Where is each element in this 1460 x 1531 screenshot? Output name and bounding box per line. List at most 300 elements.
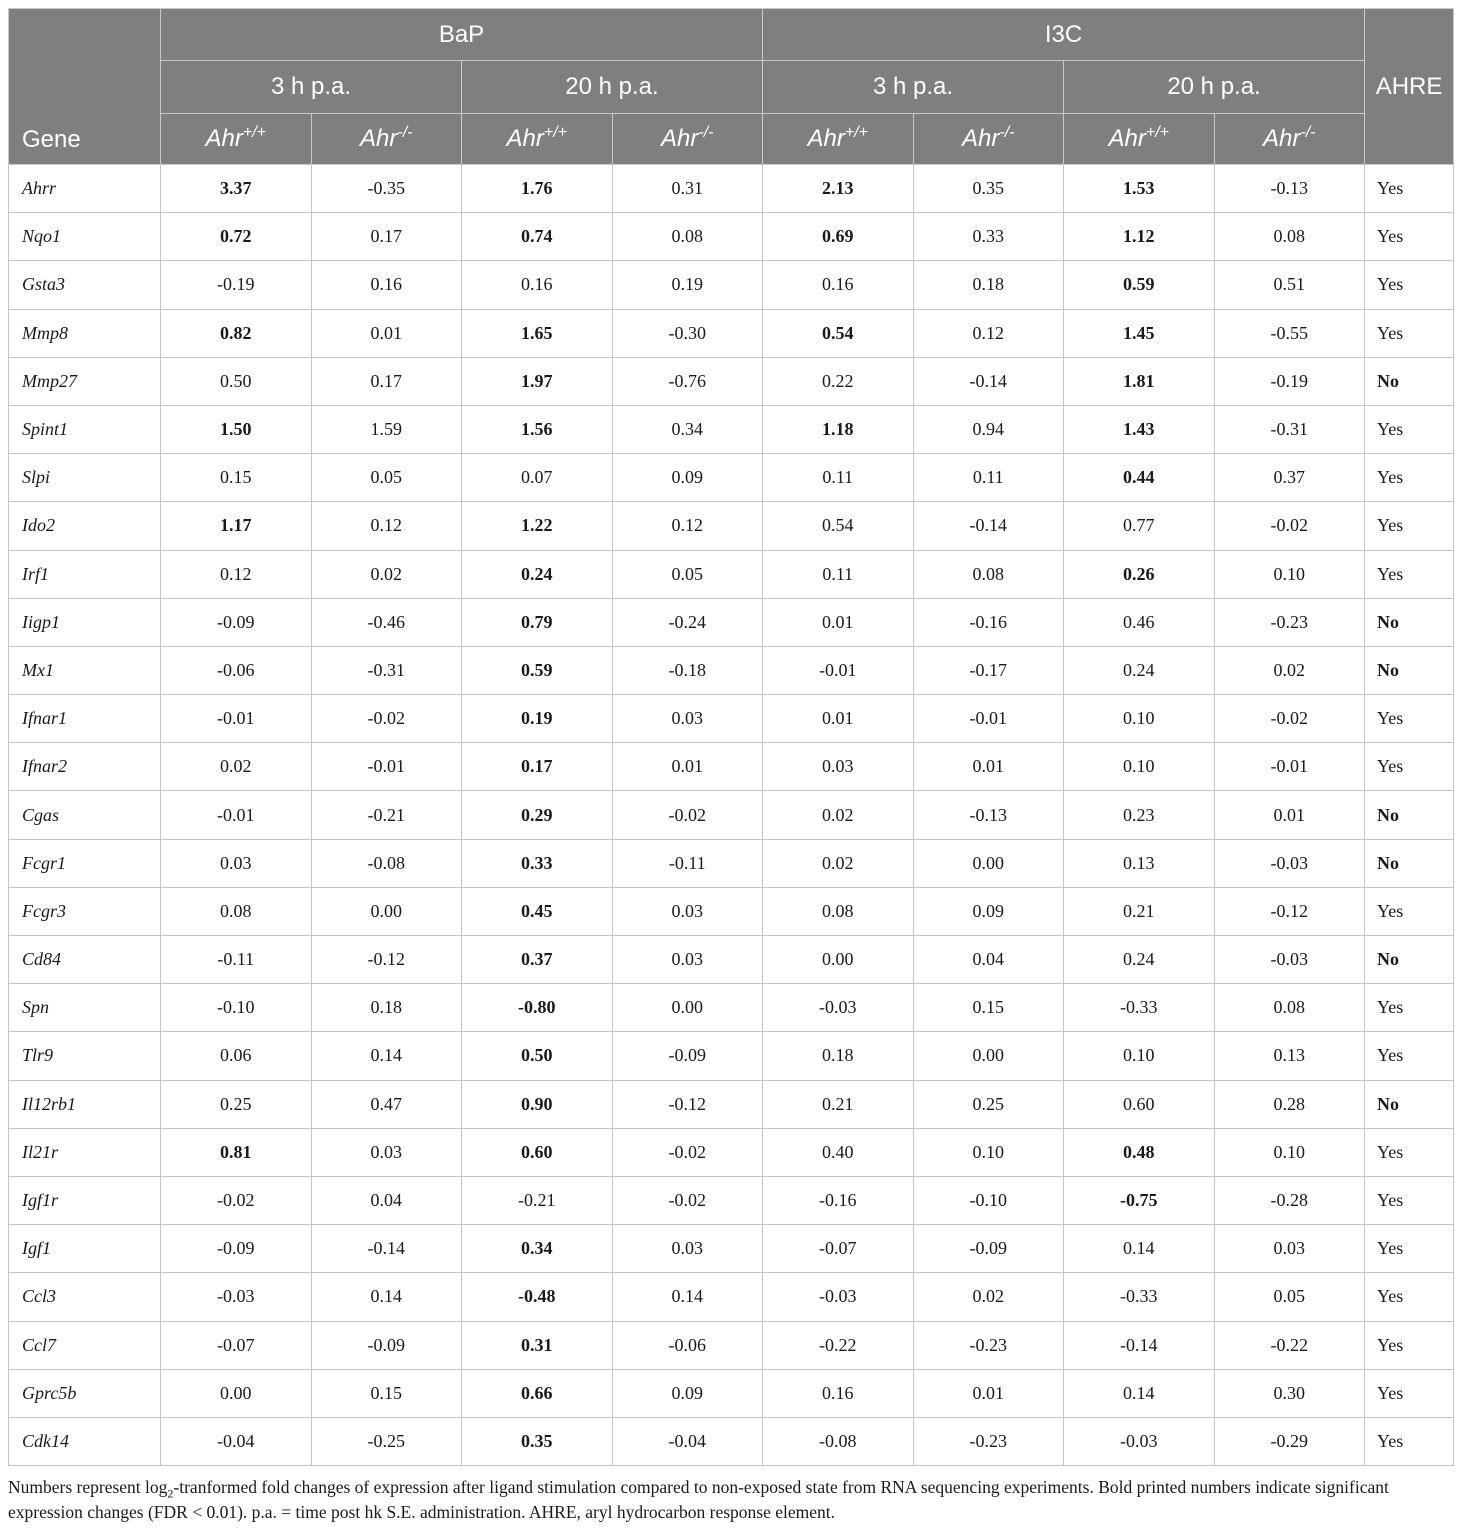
value-cell: 0.69 bbox=[763, 213, 914, 261]
value-cell: -0.03 bbox=[1214, 839, 1365, 887]
value-cell: 0.35 bbox=[462, 1417, 613, 1465]
value-cell: 0.14 bbox=[1064, 1225, 1215, 1273]
ahre-cell: No bbox=[1365, 357, 1454, 405]
value-cell: 0.15 bbox=[161, 454, 312, 502]
value-cell: 0.12 bbox=[913, 309, 1064, 357]
value-cell: 0.50 bbox=[462, 1032, 613, 1080]
time-header-bap-3h: 3 h p.a. bbox=[161, 61, 462, 114]
ahre-cell: Yes bbox=[1365, 695, 1454, 743]
value-cell: -0.02 bbox=[612, 1128, 763, 1176]
value-cell: -0.03 bbox=[1064, 1417, 1215, 1465]
table-row bbox=[9, 357, 1454, 405]
value-cell: -0.55 bbox=[1214, 309, 1365, 357]
value-cell: 1.45 bbox=[1064, 309, 1215, 357]
genotype-header-wt bbox=[763, 114, 914, 165]
value-cell: -0.10 bbox=[161, 984, 312, 1032]
ahre-cell: Yes bbox=[1365, 984, 1454, 1032]
genotype-header-row bbox=[9, 114, 1454, 165]
value-cell: 0.11 bbox=[763, 550, 914, 598]
genotype-header-ko bbox=[1214, 114, 1365, 165]
value-cell: -0.31 bbox=[1214, 405, 1365, 453]
value-cell: 0.03 bbox=[763, 743, 914, 791]
value-cell: 0.12 bbox=[612, 502, 763, 550]
gene-cell: Mx1 bbox=[9, 646, 161, 694]
table-row bbox=[9, 213, 1454, 261]
genotype-base: Ahr+/+ bbox=[807, 124, 868, 152]
table-footnote bbox=[8, 1475, 1454, 1525]
value-cell: 0.29 bbox=[462, 791, 613, 839]
value-cell: -0.03 bbox=[763, 1273, 914, 1321]
table-row bbox=[9, 646, 1454, 694]
value-cell: -0.09 bbox=[913, 1225, 1064, 1273]
time-header-i3c-3h: 3 h p.a. bbox=[763, 61, 1064, 114]
value-cell: 1.12 bbox=[1064, 213, 1215, 261]
value-cell: 0.16 bbox=[311, 261, 462, 309]
genotype-superscript: -/- bbox=[397, 124, 413, 141]
table-row bbox=[9, 261, 1454, 309]
table-row bbox=[9, 405, 1454, 453]
value-cell: 0.02 bbox=[763, 791, 914, 839]
value-cell: 0.10 bbox=[1214, 1128, 1365, 1176]
genotype-superscript: -/- bbox=[999, 124, 1015, 141]
value-cell: -0.01 bbox=[161, 791, 312, 839]
value-cell: -0.33 bbox=[1064, 1273, 1215, 1321]
ahre-cell: Yes bbox=[1365, 261, 1454, 309]
table-row bbox=[9, 887, 1454, 935]
ahre-cell: Yes bbox=[1365, 454, 1454, 502]
ligand-header-i3c: I3C bbox=[763, 9, 1365, 61]
ahre-cell: Yes bbox=[1365, 502, 1454, 550]
value-cell: 0.08 bbox=[913, 550, 1064, 598]
value-cell: 0.01 bbox=[763, 695, 914, 743]
ahre-cell: Yes bbox=[1365, 213, 1454, 261]
value-cell: -0.02 bbox=[1214, 502, 1365, 550]
value-cell: -0.06 bbox=[612, 1321, 763, 1369]
value-cell: 0.10 bbox=[1064, 695, 1215, 743]
value-cell: -0.17 bbox=[913, 646, 1064, 694]
value-cell: -0.23 bbox=[913, 1321, 1064, 1369]
genotype-superscript: +/+ bbox=[543, 124, 567, 141]
value-cell: 0.02 bbox=[1214, 646, 1365, 694]
value-cell: -0.22 bbox=[763, 1321, 914, 1369]
value-cell: 0.82 bbox=[161, 309, 312, 357]
value-cell: 0.08 bbox=[161, 887, 312, 935]
value-cell: -0.11 bbox=[161, 936, 312, 984]
value-cell: 0.17 bbox=[311, 213, 462, 261]
value-cell: 0.79 bbox=[462, 598, 613, 646]
genotype-header-ko bbox=[311, 114, 462, 165]
table-row bbox=[9, 984, 1454, 1032]
value-cell: 0.14 bbox=[612, 1273, 763, 1321]
ahre-cell: Yes bbox=[1365, 309, 1454, 357]
value-cell: 1.17 bbox=[161, 502, 312, 550]
value-cell: 0.45 bbox=[462, 887, 613, 935]
gene-cell: Gprc5b bbox=[9, 1369, 161, 1417]
genotype-base: Ahr+/+ bbox=[506, 124, 567, 152]
value-cell: 0.18 bbox=[763, 1032, 914, 1080]
value-cell: -0.16 bbox=[913, 598, 1064, 646]
value-cell: -0.02 bbox=[311, 695, 462, 743]
gene-cell: Spint1 bbox=[9, 405, 161, 453]
ahre-cell: Yes bbox=[1365, 887, 1454, 935]
value-cell: 1.22 bbox=[462, 502, 613, 550]
value-cell: -0.01 bbox=[913, 695, 1064, 743]
value-cell: 3.37 bbox=[161, 165, 312, 213]
value-cell: 0.72 bbox=[161, 213, 312, 261]
value-cell: -0.33 bbox=[1064, 984, 1215, 1032]
value-cell: 0.33 bbox=[913, 213, 1064, 261]
value-cell: -0.48 bbox=[462, 1273, 613, 1321]
value-cell: -0.76 bbox=[612, 357, 763, 405]
value-cell: -0.01 bbox=[311, 743, 462, 791]
ahre-cell: Yes bbox=[1365, 1417, 1454, 1465]
gene-cell: Igf1r bbox=[9, 1176, 161, 1224]
value-cell: -0.19 bbox=[161, 261, 312, 309]
value-cell: 0.02 bbox=[763, 839, 914, 887]
value-cell: 0.30 bbox=[1214, 1369, 1365, 1417]
value-cell: 0.47 bbox=[311, 1080, 462, 1128]
value-cell: -0.23 bbox=[1214, 598, 1365, 646]
value-cell: 0.08 bbox=[1214, 984, 1365, 1032]
value-cell: 1.59 bbox=[311, 405, 462, 453]
value-cell: 0.22 bbox=[763, 357, 914, 405]
gene-cell: Mmp27 bbox=[9, 357, 161, 405]
footnote-subscript: 2 bbox=[167, 1486, 174, 1501]
genotype-base: Ahr+/+ bbox=[205, 124, 266, 152]
value-cell: 0.12 bbox=[311, 502, 462, 550]
value-cell: 0.01 bbox=[1214, 791, 1365, 839]
value-cell: 0.12 bbox=[161, 550, 312, 598]
value-cell: 0.06 bbox=[161, 1032, 312, 1080]
gene-cell: Cd84 bbox=[9, 936, 161, 984]
ahre-cell: Yes bbox=[1365, 743, 1454, 791]
value-cell: 0.15 bbox=[913, 984, 1064, 1032]
genotype-base: Ahr-/- bbox=[962, 124, 1015, 152]
ahre-cell: No bbox=[1365, 791, 1454, 839]
value-cell: 0.31 bbox=[462, 1321, 613, 1369]
value-cell: -0.19 bbox=[1214, 357, 1365, 405]
table-row bbox=[9, 1225, 1454, 1273]
value-cell: 0.04 bbox=[311, 1176, 462, 1224]
value-cell: 0.54 bbox=[763, 502, 914, 550]
value-cell: -0.01 bbox=[763, 646, 914, 694]
value-cell: 0.08 bbox=[612, 213, 763, 261]
value-cell: 0.13 bbox=[1214, 1032, 1365, 1080]
time-header-i3c-20h: 20 h p.a. bbox=[1064, 61, 1365, 114]
value-cell: -0.06 bbox=[161, 646, 312, 694]
gene-cell: Mmp8 bbox=[9, 309, 161, 357]
value-cell: -0.09 bbox=[311, 1321, 462, 1369]
table-row bbox=[9, 550, 1454, 598]
value-cell: 1.56 bbox=[462, 405, 613, 453]
value-cell: -0.25 bbox=[311, 1417, 462, 1465]
table-row bbox=[9, 839, 1454, 887]
ahre-cell: Yes bbox=[1365, 1225, 1454, 1273]
value-cell: 0.44 bbox=[1064, 454, 1215, 502]
value-cell: 0.03 bbox=[311, 1128, 462, 1176]
value-cell: 0.74 bbox=[462, 213, 613, 261]
value-cell: -0.01 bbox=[1214, 743, 1365, 791]
genotype-header-wt bbox=[462, 114, 613, 165]
value-cell: 0.24 bbox=[1064, 936, 1215, 984]
gene-cell: Ahrr bbox=[9, 165, 161, 213]
gene-cell: Irf1 bbox=[9, 550, 161, 598]
value-cell: -0.31 bbox=[311, 646, 462, 694]
value-cell: 0.18 bbox=[311, 984, 462, 1032]
value-cell: 0.00 bbox=[763, 936, 914, 984]
gene-cell: Fcgr1 bbox=[9, 839, 161, 887]
value-cell: 0.21 bbox=[1064, 887, 1215, 935]
value-cell: 0.66 bbox=[462, 1369, 613, 1417]
ahre-cell: Yes bbox=[1365, 1369, 1454, 1417]
value-cell: 0.77 bbox=[1064, 502, 1215, 550]
gene-cell: Cdk14 bbox=[9, 1417, 161, 1465]
ahre-cell: No bbox=[1365, 936, 1454, 984]
value-cell: -0.75 bbox=[1064, 1176, 1215, 1224]
genotype-header-wt bbox=[1064, 114, 1215, 165]
genotype-header-ko bbox=[913, 114, 1064, 165]
value-cell: 0.50 bbox=[161, 357, 312, 405]
value-cell: 0.17 bbox=[311, 357, 462, 405]
value-cell: -0.02 bbox=[161, 1176, 312, 1224]
footnote-text-1: Numbers represent log bbox=[8, 1477, 168, 1497]
ahre-column-header: AHRE bbox=[1365, 9, 1454, 165]
value-cell: -0.16 bbox=[763, 1176, 914, 1224]
value-cell: -0.18 bbox=[612, 646, 763, 694]
genotype-base: Ahr+/+ bbox=[1108, 124, 1169, 152]
table-row bbox=[9, 1369, 1454, 1417]
value-cell: 0.10 bbox=[1064, 743, 1215, 791]
value-cell: -0.22 bbox=[1214, 1321, 1365, 1369]
value-cell: -0.09 bbox=[161, 598, 312, 646]
value-cell: 0.81 bbox=[161, 1128, 312, 1176]
gene-cell: Il12rb1 bbox=[9, 1080, 161, 1128]
value-cell: 0.54 bbox=[763, 309, 914, 357]
ahre-cell: Yes bbox=[1365, 1128, 1454, 1176]
gene-cell: Igf1 bbox=[9, 1225, 161, 1273]
value-cell: -0.09 bbox=[161, 1225, 312, 1273]
value-cell: 0.03 bbox=[612, 936, 763, 984]
gene-cell: Ifnar1 bbox=[9, 695, 161, 743]
value-cell: 0.24 bbox=[462, 550, 613, 598]
value-cell: 0.37 bbox=[1214, 454, 1365, 502]
gene-column-header: Gene bbox=[9, 9, 161, 165]
value-cell: 0.21 bbox=[763, 1080, 914, 1128]
value-cell: -0.46 bbox=[311, 598, 462, 646]
gene-cell: Ifnar2 bbox=[9, 743, 161, 791]
value-cell: 0.16 bbox=[763, 1369, 914, 1417]
value-cell: 0.00 bbox=[161, 1369, 312, 1417]
table-row bbox=[9, 1032, 1454, 1080]
gene-cell: Ccl3 bbox=[9, 1273, 161, 1321]
value-cell: -0.03 bbox=[763, 984, 914, 1032]
value-cell: 0.13 bbox=[1064, 839, 1215, 887]
value-cell: 0.35 bbox=[913, 165, 1064, 213]
value-cell: 0.17 bbox=[462, 743, 613, 791]
ahre-cell: Yes bbox=[1365, 1273, 1454, 1321]
value-cell: 0.48 bbox=[1064, 1128, 1215, 1176]
genotype-superscript: +/+ bbox=[844, 124, 868, 141]
value-cell: -0.04 bbox=[161, 1417, 312, 1465]
value-cell: 0.59 bbox=[1064, 261, 1215, 309]
value-cell: 0.33 bbox=[462, 839, 613, 887]
value-cell: 1.18 bbox=[763, 405, 914, 453]
ahre-cell: Yes bbox=[1365, 405, 1454, 453]
value-cell: 0.14 bbox=[311, 1032, 462, 1080]
ligand-header-bap: BaP bbox=[161, 9, 763, 61]
value-cell: 0.03 bbox=[612, 695, 763, 743]
genotype-superscript: -/- bbox=[1300, 124, 1316, 141]
value-cell: -0.03 bbox=[161, 1273, 312, 1321]
value-cell: -0.80 bbox=[462, 984, 613, 1032]
value-cell: -0.02 bbox=[612, 791, 763, 839]
value-cell: 0.00 bbox=[913, 839, 1064, 887]
value-cell: 0.08 bbox=[763, 887, 914, 935]
value-cell: -0.13 bbox=[913, 791, 1064, 839]
value-cell: 0.11 bbox=[763, 454, 914, 502]
gene-cell: Gsta3 bbox=[9, 261, 161, 309]
value-cell: 0.05 bbox=[311, 454, 462, 502]
value-cell: -0.21 bbox=[311, 791, 462, 839]
ahre-cell: No bbox=[1365, 839, 1454, 887]
ahre-cell: Yes bbox=[1365, 550, 1454, 598]
value-cell: -0.08 bbox=[311, 839, 462, 887]
value-cell: -0.09 bbox=[612, 1032, 763, 1080]
gene-cell: Fcgr3 bbox=[9, 887, 161, 935]
value-cell: 1.43 bbox=[1064, 405, 1215, 453]
table-row bbox=[9, 165, 1454, 213]
gene-expression-table bbox=[8, 8, 1454, 1466]
table-row bbox=[9, 309, 1454, 357]
genotype-base: Ahr-/- bbox=[661, 124, 714, 152]
value-cell: 0.00 bbox=[311, 887, 462, 935]
ahre-cell: Yes bbox=[1365, 165, 1454, 213]
gene-cell: Ccl7 bbox=[9, 1321, 161, 1369]
value-cell: 1.97 bbox=[462, 357, 613, 405]
gene-cell: Iigp1 bbox=[9, 598, 161, 646]
value-cell: 0.15 bbox=[311, 1369, 462, 1417]
value-cell: 0.23 bbox=[1064, 791, 1215, 839]
value-cell: 0.09 bbox=[913, 887, 1064, 935]
gene-cell: Cgas bbox=[9, 791, 161, 839]
gene-cell: Spn bbox=[9, 984, 161, 1032]
value-cell: 0.14 bbox=[311, 1273, 462, 1321]
value-cell: -0.07 bbox=[763, 1225, 914, 1273]
table-row bbox=[9, 502, 1454, 550]
value-cell: -0.12 bbox=[612, 1080, 763, 1128]
value-cell: 0.34 bbox=[462, 1225, 613, 1273]
value-cell: -0.01 bbox=[161, 695, 312, 743]
ahre-cell: Yes bbox=[1365, 1032, 1454, 1080]
ahre-cell: Yes bbox=[1365, 1321, 1454, 1369]
table-row bbox=[9, 743, 1454, 791]
value-cell: 0.03 bbox=[1214, 1225, 1365, 1273]
table-row bbox=[9, 791, 1454, 839]
value-cell: 0.28 bbox=[1214, 1080, 1365, 1128]
value-cell: -0.28 bbox=[1214, 1176, 1365, 1224]
gene-cell: Ido2 bbox=[9, 502, 161, 550]
value-cell: 0.31 bbox=[612, 165, 763, 213]
value-cell: -0.10 bbox=[913, 1176, 1064, 1224]
genotype-superscript: +/+ bbox=[242, 124, 266, 141]
value-cell: -0.04 bbox=[612, 1417, 763, 1465]
value-cell: 0.37 bbox=[462, 936, 613, 984]
value-cell: 0.05 bbox=[612, 550, 763, 598]
value-cell: 0.26 bbox=[1064, 550, 1215, 598]
genotype-header-wt bbox=[161, 114, 312, 165]
value-cell: 0.10 bbox=[1064, 1032, 1215, 1080]
table-row bbox=[9, 936, 1454, 984]
value-cell: 0.00 bbox=[913, 1032, 1064, 1080]
genotype-base: Ahr-/- bbox=[1263, 124, 1316, 152]
value-cell: 0.16 bbox=[462, 261, 613, 309]
value-cell: 0.19 bbox=[462, 695, 613, 743]
ahre-cell: No bbox=[1365, 598, 1454, 646]
gene-cell: Il21r bbox=[9, 1128, 161, 1176]
value-cell: 1.65 bbox=[462, 309, 613, 357]
value-cell: 0.01 bbox=[913, 743, 1064, 791]
value-cell: 0.05 bbox=[1214, 1273, 1365, 1321]
table-header bbox=[9, 9, 1454, 165]
value-cell: 0.00 bbox=[612, 984, 763, 1032]
table-row bbox=[9, 1128, 1454, 1176]
value-cell: 0.01 bbox=[612, 743, 763, 791]
value-cell: 0.03 bbox=[612, 1225, 763, 1273]
value-cell: -0.14 bbox=[311, 1225, 462, 1273]
value-cell: 0.09 bbox=[612, 454, 763, 502]
value-cell: 0.11 bbox=[913, 454, 1064, 502]
value-cell: 0.34 bbox=[612, 405, 763, 453]
value-cell: 0.59 bbox=[462, 646, 613, 694]
gene-cell: Slpi bbox=[9, 454, 161, 502]
value-cell: 0.60 bbox=[462, 1128, 613, 1176]
genotype-header-ko bbox=[612, 114, 763, 165]
value-cell: -0.29 bbox=[1214, 1417, 1365, 1465]
genotype-base: Ahr-/- bbox=[360, 124, 413, 152]
table-row bbox=[9, 695, 1454, 743]
value-cell: 0.01 bbox=[913, 1369, 1064, 1417]
value-cell: 0.02 bbox=[311, 550, 462, 598]
value-cell: 1.81 bbox=[1064, 357, 1215, 405]
genotype-superscript: +/+ bbox=[1145, 124, 1169, 141]
value-cell: -0.13 bbox=[1214, 165, 1365, 213]
value-cell: 0.09 bbox=[612, 1369, 763, 1417]
value-cell: -0.12 bbox=[1214, 887, 1365, 935]
table-row bbox=[9, 1080, 1454, 1128]
value-cell: 0.19 bbox=[612, 261, 763, 309]
value-cell: 2.13 bbox=[763, 165, 914, 213]
value-cell: -0.21 bbox=[462, 1176, 613, 1224]
value-cell: -0.14 bbox=[913, 502, 1064, 550]
value-cell: 1.76 bbox=[462, 165, 613, 213]
value-cell: -0.02 bbox=[1214, 695, 1365, 743]
footnote-text-2: -tranformed fold changes of expression after ligand stimulation compared to non-exposed state from RNA sequencing experiments. Bold printed numbers indicate significant expression changes (FDR < 0.01). p.a. = time post hk S.E. administration. AHRE, aryl hydrocarbon response element. bbox=[8, 1477, 1389, 1522]
value-cell: 0.10 bbox=[913, 1128, 1064, 1176]
value-cell: 0.02 bbox=[161, 743, 312, 791]
value-cell: 0.60 bbox=[1064, 1080, 1215, 1128]
value-cell: 0.51 bbox=[1214, 261, 1365, 309]
gene-cell: Tlr9 bbox=[9, 1032, 161, 1080]
value-cell: 0.01 bbox=[763, 598, 914, 646]
value-cell: 0.14 bbox=[1064, 1369, 1215, 1417]
value-cell: 0.90 bbox=[462, 1080, 613, 1128]
value-cell: 0.02 bbox=[913, 1273, 1064, 1321]
value-cell: -0.02 bbox=[612, 1176, 763, 1224]
value-cell: 0.01 bbox=[311, 309, 462, 357]
genotype-superscript: -/- bbox=[698, 124, 714, 141]
value-cell: 0.07 bbox=[462, 454, 613, 502]
value-cell: 0.04 bbox=[913, 936, 1064, 984]
